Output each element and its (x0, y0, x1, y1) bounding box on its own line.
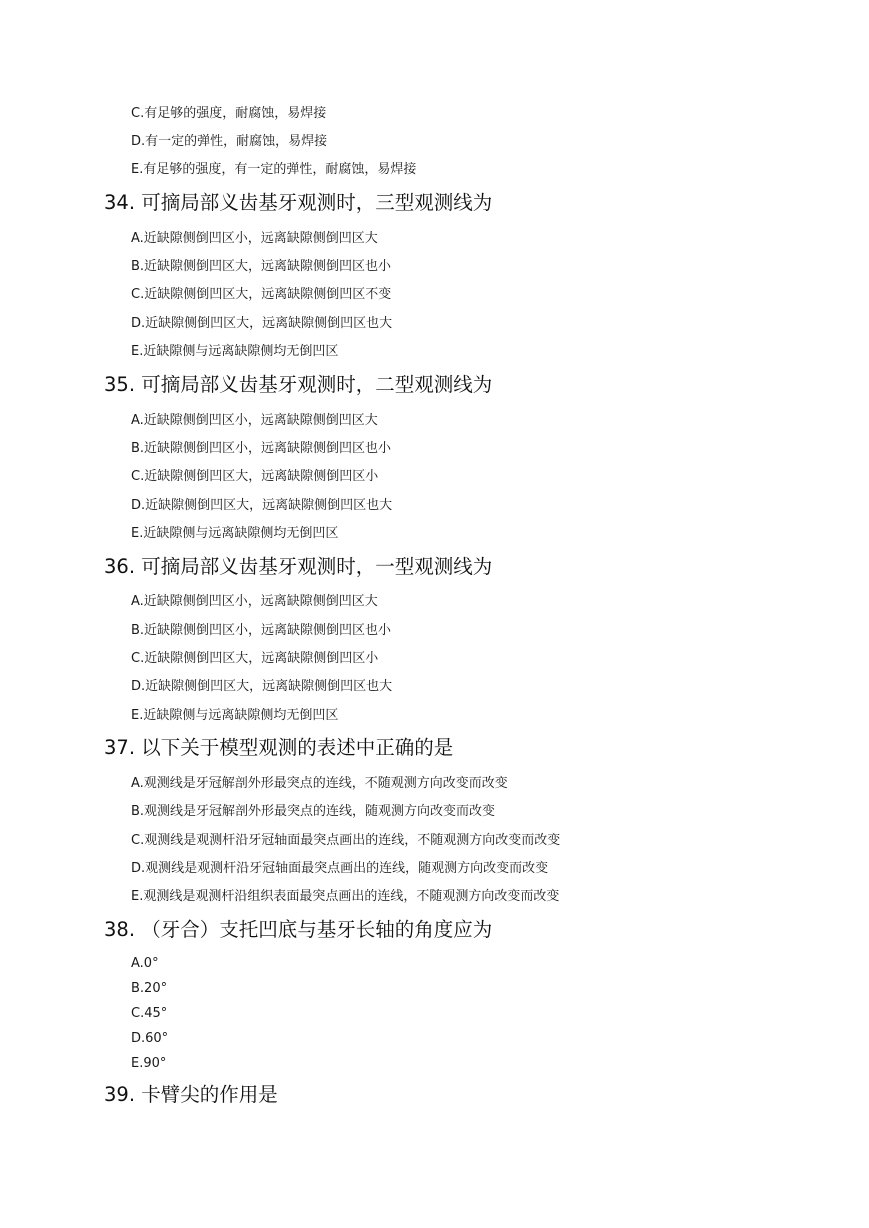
q35-option-c: C.近缺隙侧倒凹区大，远离缺隙侧倒凹区小 (131, 469, 379, 484)
q35-option-d: D.近缺隙侧倒凹区大，远离缺隙侧倒凹区也大 (131, 498, 393, 513)
q37-option-b: B.观测线是牙冠解剖外形最突点的连线，随观测方向改变而改变 (131, 804, 496, 819)
q38-title: 38. （牙合）支托凹底与基牙长轴的角度应为 (104, 918, 493, 941)
q34-option-a: A.近缺隙侧倒凹区小，远离缺隙侧倒凹区大 (131, 231, 378, 246)
q36-option-e: E.近缺隙侧与远离缺隙侧均无倒凹区 (131, 708, 339, 723)
q39-title: 39. 卡臂尖的作用是 (104, 1083, 278, 1106)
q35-title: 35. 可摘局部义齿基牙观测时，二型观测线为 (104, 373, 493, 396)
q35-option-e: E.近缺隙侧与远离缺隙侧均无倒凹区 (131, 526, 339, 541)
q33-option-d: D.有一定的弹性，耐腐蚀，易焊接 (131, 134, 328, 149)
q34-option-e: E.近缺隙侧与远离缺隙侧均无倒凹区 (131, 344, 339, 359)
q36-option-b: B.近缺隙侧倒凹区小，远离缺隙侧倒凹区也小 (131, 623, 392, 638)
q35-option-a: A.近缺隙侧倒凹区小，远离缺隙侧倒凹区大 (131, 413, 378, 428)
q37-title: 37. 以下关于模型观测的表述中正确的是 (104, 736, 454, 759)
q37-option-e: E.观测线是观测杆沿组织表面最突点画出的连线，不随观测方向改变而改变 (131, 889, 560, 904)
q37-option-d: D.观测线是观测杆沿牙冠轴面最突点画出的连线，随观测方向改变而改变 (131, 861, 549, 876)
q36-option-c: C.近缺隙侧倒凹区大，远离缺隙侧倒凹区小 (131, 651, 379, 666)
q34-option-c: C.近缺隙侧倒凹区大，远离缺隙侧倒凹区不变 (131, 287, 392, 302)
q33-option-e: E.有足够的强度，有一定的弹性，耐腐蚀，易焊接 (131, 162, 417, 177)
q38-option-a: A.0° (131, 956, 159, 971)
q38-option-b: B.20° (131, 981, 168, 996)
q33-option-c: C.有足够的强度，耐腐蚀，易焊接 (131, 106, 327, 121)
q34-option-d: D.近缺隙侧倒凹区大，远离缺隙侧倒凹区也大 (131, 316, 393, 331)
q34-title: 34. 可摘局部义齿基牙观测时，三型观测线为 (104, 191, 493, 214)
q37-option-c: C.观测线是观测杆沿牙冠轴面最突点画出的连线，不随观测方向改变而改变 (131, 833, 561, 848)
q38-option-c: C.45° (131, 1006, 168, 1021)
q34-option-b: B.近缺隙侧倒凹区大，远离缺隙侧倒凹区也小 (131, 259, 392, 274)
q36-option-d: D.近缺隙侧倒凹区大，远离缺隙侧倒凹区也大 (131, 679, 393, 694)
q38-option-e: E.90° (131, 1056, 167, 1071)
q36-title: 36. 可摘局部义齿基牙观测时，一型观测线为 (104, 555, 493, 578)
q36-option-a: A.近缺隙侧倒凹区小，远离缺隙侧倒凹区大 (131, 594, 378, 609)
q37-option-a: A.观测线是牙冠解剖外形最突点的连线，不随观测方向改变而改变 (131, 776, 508, 791)
q38-option-d: D.60° (131, 1031, 169, 1046)
q35-option-b: B.近缺隙侧倒凹区小，远离缺隙侧倒凹区也小 (131, 441, 392, 456)
